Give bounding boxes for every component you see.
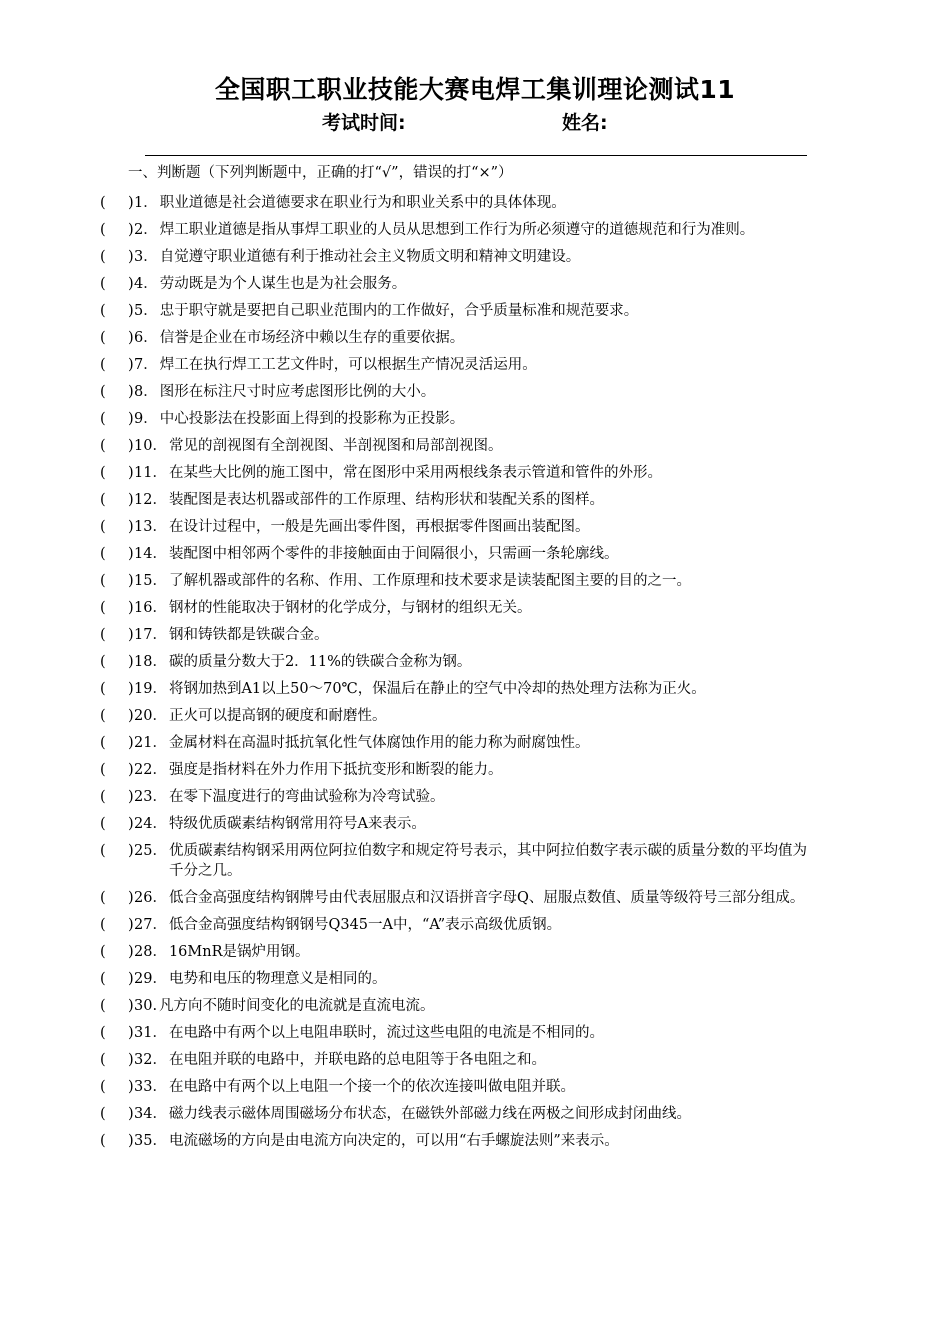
question-text: 中心投影法在投影面上得到的投影称为正投影。 xyxy=(159,411,465,427)
answer-blank-close[interactable]: ) xyxy=(128,944,134,960)
question-number: 35． xyxy=(134,1133,167,1149)
answer-blank-close[interactable]: ) xyxy=(128,971,134,987)
question-text: 装配图中相邻两个零件的非接触面由于间隔很小，只需画一条轮廓线。 xyxy=(168,546,619,562)
question-item xyxy=(0,966,950,993)
answer-blank-open[interactable]: ( xyxy=(100,998,106,1014)
question-number: 12． xyxy=(134,492,167,508)
question-item xyxy=(0,406,950,433)
question-number: 31． xyxy=(134,1025,167,1041)
answer-blank-open[interactable]: ( xyxy=(100,222,106,238)
question-number: 20． xyxy=(134,708,167,724)
question-number: 16． xyxy=(134,600,167,616)
answer-blank-open[interactable]: ( xyxy=(100,330,106,346)
question-text: 凡方向不随时间变化的电流就是直流电流。 xyxy=(159,998,435,1014)
answer-blank-open[interactable]: ( xyxy=(100,789,106,805)
question-item xyxy=(0,757,950,784)
answer-blank-close[interactable]: ) xyxy=(128,384,134,400)
question-text: 焊工职业道德是指从事焊工职业的人员从思想到工作行为所必须遵守的道德规范和行为准则。 xyxy=(159,222,755,238)
question-item xyxy=(0,1020,950,1047)
answer-blank-close[interactable]: ) xyxy=(128,762,134,778)
question-item xyxy=(0,595,950,622)
question-item xyxy=(0,514,950,541)
answer-blank-open[interactable]: ( xyxy=(100,654,106,670)
answer-blank-close[interactable]: ) xyxy=(128,789,134,805)
answer-blank-open[interactable]: ( xyxy=(100,890,106,906)
answer-blank-open[interactable]: ( xyxy=(100,627,106,643)
question-item xyxy=(0,379,950,406)
question-text: 劳动既是为个人谋生也是为社会服务。 xyxy=(159,276,407,292)
question-item xyxy=(0,460,950,487)
answer-blank-close[interactable]: ) xyxy=(128,546,134,562)
question-text: 焊工在执行焊工工艺文件时，可以根据生产情况灵活运用。 xyxy=(159,357,537,373)
question-number: 21． xyxy=(134,735,167,751)
answer-blank-open[interactable]: ( xyxy=(100,917,106,933)
answer-blank-close[interactable]: ) xyxy=(128,627,134,643)
question-text: 电势和电压的物理意义是相同的。 xyxy=(168,971,387,987)
answer-blank-open[interactable]: ( xyxy=(100,276,106,292)
answer-blank-open[interactable]: ( xyxy=(100,384,106,400)
question-text: 了解机器或部件的名称、作用、工作原理和技术要求是读装配图主要的目的之一。 xyxy=(168,573,691,589)
question-item xyxy=(0,568,950,595)
question-number: 22． xyxy=(134,762,167,778)
answer-blank-close[interactable]: ) xyxy=(128,411,134,427)
answer-blank-close[interactable]: ) xyxy=(128,249,134,265)
header-divider xyxy=(145,155,807,156)
question-item xyxy=(0,622,950,649)
question-item xyxy=(0,271,950,298)
question-text: 在电路中有两个以上电阻串联时，流过这些电阻的电流是不相同的。 xyxy=(168,1025,604,1041)
question-item xyxy=(0,487,950,514)
question-text: 钢和铸铁都是铁碳合金。 xyxy=(168,627,329,643)
answer-blank-open[interactable]: ( xyxy=(100,735,106,751)
answer-blank-close[interactable]: ) xyxy=(128,843,134,859)
answer-blank-close[interactable]: ) xyxy=(128,222,134,238)
question-item xyxy=(0,298,950,325)
answer-blank-open[interactable]: ( xyxy=(100,195,106,211)
question-text: 将钢加热到A1以上50～70℃，保温后在静止的空气中冷却的热处理方法称为正火。 xyxy=(168,681,706,697)
question-text: 职业道德是社会道德要求在职业行为和职业关系中的具体体现。 xyxy=(159,195,566,211)
answer-blank-open[interactable]: ( xyxy=(100,1079,106,1095)
answer-blank-close[interactable]: ) xyxy=(128,917,134,933)
question-number: 2． xyxy=(134,222,158,238)
answer-blank-close[interactable]: ) xyxy=(128,816,134,832)
answer-blank-close[interactable]: ) xyxy=(128,998,134,1014)
question-item xyxy=(0,325,950,352)
question-item xyxy=(0,1074,950,1101)
question-number: 26． xyxy=(134,890,167,906)
question-text: 常见的剖视图有全剖视图、半剖视图和局部剖视图。 xyxy=(168,438,503,454)
answer-blank-open[interactable]: ( xyxy=(100,519,106,535)
answer-blank-close[interactable]: ) xyxy=(128,1052,134,1068)
answer-blank-close[interactable]: ) xyxy=(128,735,134,751)
answer-blank-open[interactable]: ( xyxy=(100,573,106,589)
question-text: 特级优质碳素结构钢常用符号A来表示。 xyxy=(168,816,426,832)
question-number: 13． xyxy=(134,519,167,535)
name-label: 姓名: xyxy=(562,112,608,134)
answer-blank-open[interactable]: ( xyxy=(100,708,106,724)
question-number: 32． xyxy=(134,1052,167,1068)
question-item xyxy=(0,703,950,730)
answer-blank-close[interactable]: ) xyxy=(128,357,134,373)
question-item xyxy=(0,217,950,244)
question-number: 5． xyxy=(134,303,158,319)
question-number: 10． xyxy=(134,438,167,454)
question-text: 在零下温度进行的弯曲试验称为冷弯试验。 xyxy=(168,789,445,805)
question-text: 在电阻并联的电路中，并联电路的总电阻等于各电阻之和。 xyxy=(168,1052,546,1068)
question-number: 7． xyxy=(134,357,158,373)
section-heading: 一、判断题（下列判断题中，正确的打“√”，错误的打“×”） xyxy=(128,165,513,181)
answer-blank-open[interactable]: ( xyxy=(100,1025,106,1041)
question-item xyxy=(0,811,950,838)
question-text: 在设计过程中，一般是先画出零件图，再根据零件图画出装配图。 xyxy=(168,519,590,535)
exam-time-label: 考试时间: xyxy=(322,112,406,134)
question-number: 11． xyxy=(134,465,167,481)
answer-blank-open[interactable]: ( xyxy=(100,357,106,373)
question-item xyxy=(0,993,950,1020)
answer-blank-close[interactable]: ) xyxy=(128,1106,134,1122)
question-number: 4． xyxy=(134,276,158,292)
answer-blank-close[interactable]: ) xyxy=(128,519,134,535)
question-number: 6． xyxy=(134,330,158,346)
answer-blank-close[interactable]: ) xyxy=(128,276,134,292)
question-text: 优质碳素结构钢采用两位阿拉伯数字和规定符号表示，其中阿拉伯数字表示碳的质量分数的平均值为千分之几。 xyxy=(168,843,807,879)
answer-blank-open[interactable]: ( xyxy=(100,1106,106,1122)
answer-blank-open[interactable]: ( xyxy=(100,762,106,778)
answer-blank-close[interactable]: ) xyxy=(128,681,134,697)
answer-blank-open[interactable]: ( xyxy=(100,492,106,508)
question-number: 3． xyxy=(134,249,158,265)
answer-blank-open[interactable]: ( xyxy=(100,971,106,987)
answer-blank-close[interactable]: ) xyxy=(128,1025,134,1041)
question-number: 24． xyxy=(134,816,167,832)
question-item xyxy=(0,885,950,912)
question-item xyxy=(0,838,950,885)
question-text: 忠于职守就是要把自己职业范围内的工作做好，合乎质量标准和规范要求。 xyxy=(159,303,639,319)
question-text: 低合金高强度结构钢钢号Q345一A中，“A”表示高级优质钢。 xyxy=(168,917,562,933)
answer-blank-open[interactable]: ( xyxy=(100,1052,106,1068)
question-number: 14． xyxy=(134,546,167,562)
question-text: 自觉遵守职业道德有利于推动社会主义物质文明和精神文明建设。 xyxy=(159,249,581,265)
question-item xyxy=(0,676,950,703)
question-text: 强度是指材料在外力作用下抵抗变形和断裂的能力。 xyxy=(168,762,503,778)
question-number: 9． xyxy=(134,411,158,427)
question-number: 23． xyxy=(134,789,167,805)
answer-blank-open[interactable]: ( xyxy=(100,303,106,319)
answer-blank-open[interactable]: ( xyxy=(100,681,106,697)
question-text: 金属材料在高温时抵抗氧化性气体腐蚀作用的能力称为耐腐蚀性。 xyxy=(168,735,590,751)
question-number: 18． xyxy=(134,654,167,670)
question-number: 30. xyxy=(134,998,158,1014)
question-text: 在电路中有两个以上电阻一个接一个的依次连接叫做电阻并联。 xyxy=(168,1079,575,1095)
answer-blank-close[interactable]: ) xyxy=(128,573,134,589)
question-list xyxy=(0,190,950,1155)
question-number: 28． xyxy=(134,944,167,960)
question-number: 1． xyxy=(134,195,158,211)
page-title: 全国职工职业技能大赛电焊工集训理论测试11 xyxy=(214,75,736,104)
question-number: 34． xyxy=(134,1106,167,1122)
question-number: 8． xyxy=(134,384,158,400)
question-text: 正火可以提高钢的硬度和耐磨性。 xyxy=(168,708,387,724)
question-text: 16MnR是锅炉用钢。 xyxy=(168,944,310,960)
question-text: 在某些大比例的施工图中，常在图形中采用两根线条表示管道和管件的外形。 xyxy=(168,465,662,481)
question-text: 信誉是企业在市场经济中赖以生存的重要依据。 xyxy=(159,330,465,346)
question-item xyxy=(0,1128,950,1155)
question-text: 碳的质量分数大于2．11%的铁碳合金称为钢。 xyxy=(168,654,472,670)
answer-blank-open[interactable]: ( xyxy=(100,249,106,265)
question-number: 29． xyxy=(134,971,167,987)
question-text: 电流磁场的方向是由电流方向决定的，可以用“右手螺旋法则”来表示。 xyxy=(168,1133,619,1149)
answer-blank-close[interactable]: ) xyxy=(128,600,134,616)
question-item xyxy=(0,784,950,811)
question-number: 25． xyxy=(134,843,167,859)
question-item xyxy=(0,1047,950,1074)
answer-blank-open[interactable]: ( xyxy=(100,1133,106,1149)
answer-blank-open[interactable]: ( xyxy=(100,411,106,427)
answer-blank-open[interactable]: ( xyxy=(100,438,106,454)
answer-blank-close[interactable]: ) xyxy=(128,1133,134,1149)
question-text: 装配图是表达机器或部件的工作原理、结构形状和装配关系的图样。 xyxy=(168,492,604,508)
question-number: 15． xyxy=(134,573,167,589)
question-item xyxy=(0,244,950,271)
answer-blank-open[interactable]: ( xyxy=(100,816,106,832)
question-item xyxy=(0,433,950,460)
question-number: 17． xyxy=(134,627,167,643)
answer-blank-open[interactable]: ( xyxy=(100,944,106,960)
question-item xyxy=(0,649,950,676)
question-item xyxy=(0,939,950,966)
answer-blank-close[interactable]: ) xyxy=(128,465,134,481)
question-item xyxy=(0,1101,950,1128)
answer-blank-close[interactable]: ) xyxy=(128,492,134,508)
question-number: 27． xyxy=(134,917,167,933)
answer-blank-open[interactable]: ( xyxy=(100,546,106,562)
answer-blank-close[interactable]: ) xyxy=(128,438,134,454)
question-item xyxy=(0,912,950,939)
question-number: 33． xyxy=(134,1079,167,1095)
answer-blank-close[interactable]: ) xyxy=(128,654,134,670)
answer-blank-open[interactable]: ( xyxy=(100,843,106,859)
question-item xyxy=(0,730,950,757)
answer-blank-close[interactable]: ) xyxy=(128,330,134,346)
question-text: 钢材的性能取决于钢材的化学成分，与钢材的组织无关。 xyxy=(168,600,532,616)
question-item xyxy=(0,352,950,379)
answer-blank-close[interactable]: ) xyxy=(128,1079,134,1095)
answer-blank-close[interactable]: ) xyxy=(128,195,134,211)
answer-blank-open[interactable]: ( xyxy=(100,465,106,481)
answer-blank-close[interactable]: ) xyxy=(128,890,134,906)
question-number: 19． xyxy=(134,681,167,697)
question-item xyxy=(0,190,950,217)
question-text: 低合金高强度结构钢牌号由代表屈服点和汉语拼音字母Q、屈服点数值、质量等级符号三部分组成。 xyxy=(168,890,805,906)
question-item xyxy=(0,541,950,568)
question-text: 磁力线表示磁体周围磁场分布状态，在磁铁外部磁力线在两极之间形成封闭曲线。 xyxy=(168,1106,691,1122)
question-text: 图形在标注尺寸时应考虑图形比例的大小。 xyxy=(159,384,436,400)
answer-blank-open[interactable]: ( xyxy=(100,600,106,616)
answer-blank-close[interactable]: ) xyxy=(128,708,134,724)
answer-blank-close[interactable]: ) xyxy=(128,303,134,319)
